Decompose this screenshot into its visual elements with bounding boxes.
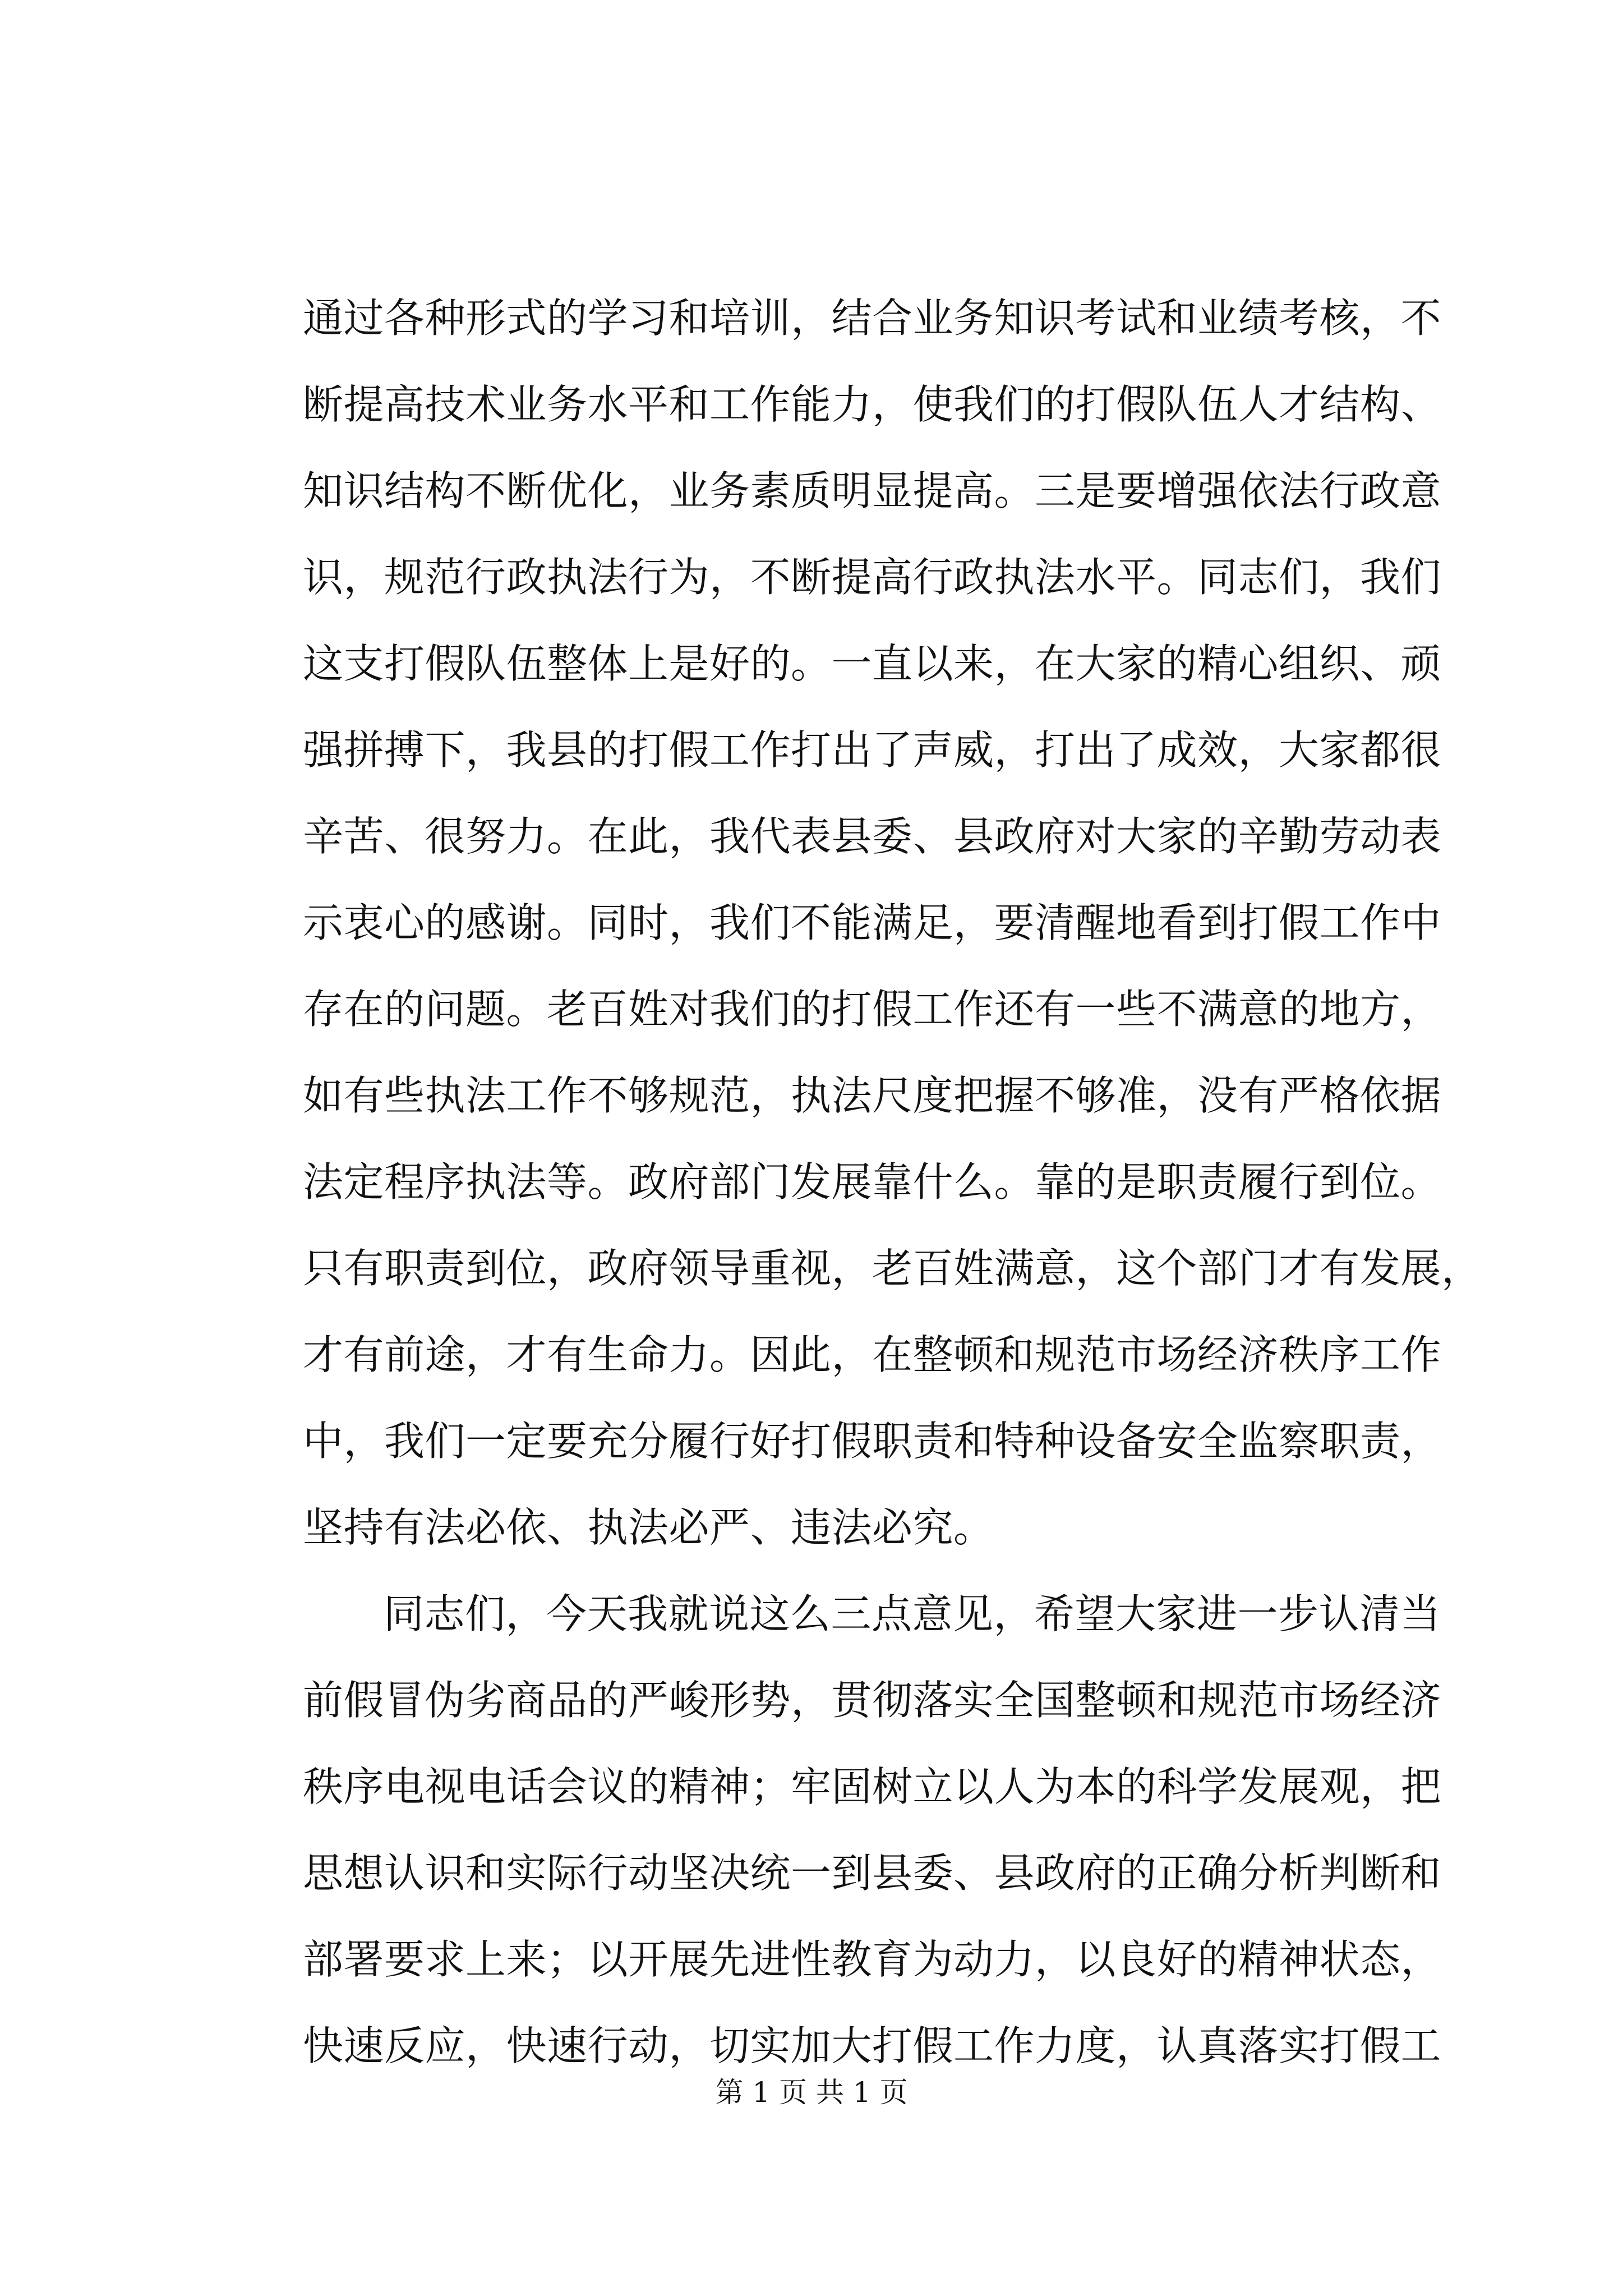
text-line: 示衷心的感谢。同时，我们不能满足，要清醒地看到打假工作中 [303,899,1442,946]
text-line: 前假冒伪劣商品的严峻形势，贯彻落实全国整顿和规范市场经济 [303,1677,1442,1724]
text-line: 断提高技术业务水平和工作能力，使我们的打假队伍人才结构、 [303,381,1442,428]
text-line: 存在的问题。老百姓对我们的打假工作还有一些不满意的地方， [303,986,1442,1033]
text-line: 部署要求上来；以开展先进性教育为动力，以良好的精神状态， [303,1936,1442,1983]
text-line: 如有些执法工作不够规范，执法尺度把握不够准，没有严格依据 [303,1072,1442,1119]
text-line: 秩序电视电话会议的精神；牢固树立以人为本的科学发展观，把 [303,1763,1442,1810]
text-line: 思想认识和实际行动坚决统一到县委、县政府的正确分析判断和 [303,1849,1442,1897]
text-line: 同志们，今天我就说这么三点意见，希望大家进一步认清当 [384,1590,1441,1637]
text-line: 知识结构不断优化，业务素质明显提高。三是要增强依法行政意 [303,467,1442,514]
text-line: 强拼搏下，我县的打假工作打出了声威，打出了成效，大家都很 [303,726,1442,774]
text-line: 识，规范行政执法行为，不断提高行政执法水平。同志们，我们 [303,554,1442,601]
text-line: 只有职责到位，政府领导重视，老百姓满意，这个部门才有发展， [303,1245,1482,1292]
text-line: 中，我们一定要充分履行好打假职责和特种设备安全监察职责， [303,1418,1442,1465]
page-number-footer: 第 1 页 共 1 页 [715,2076,908,2109]
text-line: 快速反应，快速行动，切实加大打假工作力度，认真落实打假工 [303,2022,1442,2069]
document-body [303,275,1482,2089]
paragraph-2 [303,1571,1442,2089]
text-line: 辛苦、很努力。在此，我代表县委、县政府对大家的辛勤劳动表 [303,813,1442,860]
text-line: 通过各种形式的学习和培训，结合业务知识考试和业绩考核，不 [303,295,1442,342]
text-line: 才有前途，才有生命力。因此，在整顿和规范市场经济秩序工作 [303,1331,1442,1378]
text-line: 坚持有法必依、执法必严、违法必究。 [303,1504,994,1551]
text-line: 法定程序执法等。政府部门发展靠什么。靠的是职责履行到位。 [303,1158,1442,1205]
paragraph-1 [303,275,1482,1571]
text-line: 这支打假队伍整体上是好的。一直以来，在大家的精心组织、顽 [303,640,1442,687]
